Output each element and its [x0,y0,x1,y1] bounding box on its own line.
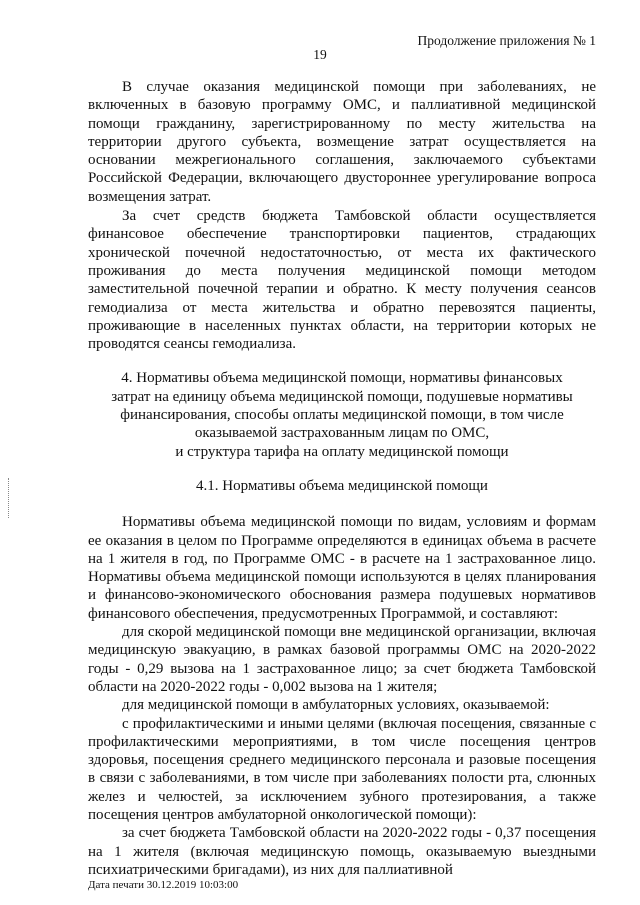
section-heading-line: и структура тарифа на оплату медицинской помощи [175,443,509,460]
paragraph-ambulance-norms: для скорой медицинской помощи вне медицинской организации, включая медицинскую эвакуацию, в рамках базовой программы ОМС на 2020-2022 годы - 0,29 вызова на 1 застрахованное лицо; за счет бюджета Тамбовской области на 2020-2022 годы - 0,002 вызова на 1 жителя; [88,624,596,695]
section-heading-line: затрат на единицу объема медицинской помощи, подушевые нормативы [111,388,573,405]
margin-mark [8,478,10,518]
section-heading-line: 4. Нормативы объема медицинской помощи, нормативы финансовых [121,370,563,387]
section-heading-line: финансирования, способы оплаты медицинской помощи, в том числе [120,407,564,424]
document-body [88,78,596,879]
section-heading-line: оказываемой застрахованным лицам по ОМС, [194,425,490,442]
subsection-4-1-heading: 4.1. Нормативы объема медицинской помощи [196,477,488,494]
paragraph-hemodialysis-transport: За счет средств бюджета Тамбовской области осуществляется финансовое обеспечение транспортировки пациентов, страдающих хронической почечной недостаточностью, от места их фактического проживания до места получения медицинской помощи методом заместительной почечной терапии и обратно. К месту получения сеансов гемодиализа от места жительства и обратно перевозятся пациенты, проживающие в населенных пунктах области, на территории которых не проводятся сеансы гемодиализа. [88,208,596,353]
paragraph-regional-budget-visits: за счет бюджета Тамбовской области на 2020-2022 годы - 0,37 посещения на 1 жителя (включая медицинскую помощь, оказываемую выездными психиатрическими бригадами), из них для паллиативной [88,825,596,878]
page-number: 19 [313,47,327,62]
print-date-footer: Дата печати 30.12.2019 10:03:00 [88,879,239,891]
paragraph-interregional-agreement: В случае оказания медицинской помощи при заболеваниях, не включенных в базовую программу ОМС, и паллиативной медицинской помощи гражданину, зарегистрированному по месту жительства на территории другого субъекта, возмещение затрат осуществляется на основании межрегионального соглашения, заключаемого субъектами Российской Федерации, включающего двустороннее урегулирование вопроса возмещения затрат. [88,79,596,205]
paragraph-norms-intro: Нормативы объема медицинской помощи по видам, условиям и формам ее оказания в целом по Программе определяются в единицах объема в расчете на 1 жителя в год, по Программе ОМС - в расчете на 1 застрахованное лицо. Нормативы объема медицинской помощи используются в целях планирования и финансово-экономического обоснования размера подушевых нормативов финансового обеспечения, предусмотренных Программой, и составляют: [88,514,596,622]
paragraph-outpatient-intro: для медицинской помощи в амбулаторных условиях, оказываемой: [122,697,550,714]
paragraph-preventive-visits: с профилактическими и иными целями (включая посещения, связанные с профилактическими мероприятиями, в том числе посещения центров здоровья, посещения среднего медицинского персонала и разовые посещения в связи с заболеваниями, в том числе при заболеваниях полости рта, слюнных желез и челюстей, за исключением зубного протезирования, а также посещения центров амбулаторной онкологической помощи): [88,715,596,823]
section-4-heading [88,369,596,460]
appendix-continuation-label: Продолжение приложения № 1 [417,33,596,48]
